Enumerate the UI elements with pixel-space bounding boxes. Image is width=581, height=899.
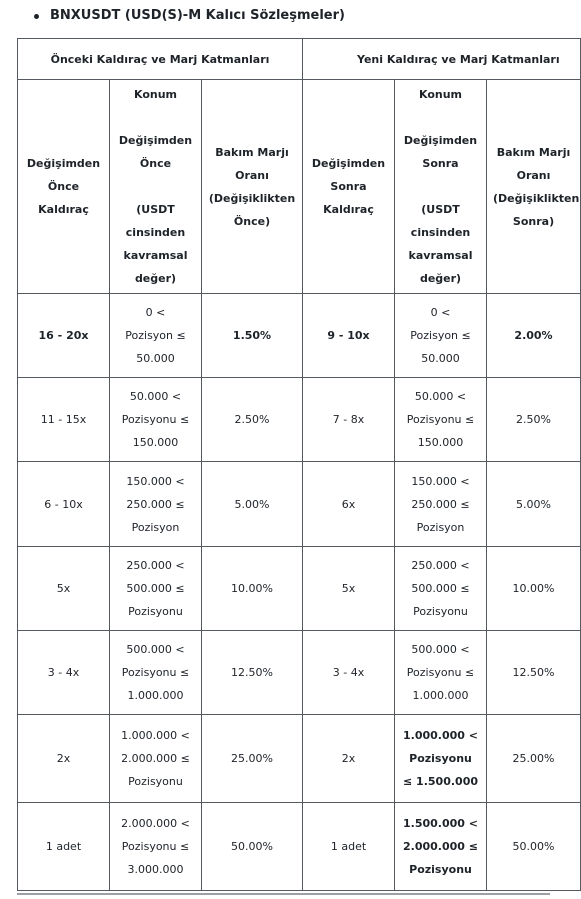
table-row	[18, 715, 581, 803]
new-tiers-header: Yeni Kaldıraç ve Marj Katmanları	[303, 39, 581, 80]
cell-line: Kaldıraç	[38, 203, 89, 216]
col-position-before-cell	[110, 803, 202, 891]
cell-line: 150.000 <	[126, 474, 185, 488]
cell-line: Pozisyonu	[413, 605, 468, 618]
col-mmr-before-cell: 2.50%	[202, 378, 303, 462]
cell-line: 50.000 <	[129, 390, 182, 403]
cell-line: Sonra	[422, 157, 459, 170]
cell-line: 250.000 ≤	[126, 497, 185, 511]
cell-line: Konum	[133, 88, 177, 101]
cell-line: Pozisyon ≤	[125, 329, 186, 342]
cell-line: kavramsal	[123, 249, 188, 262]
cell-line: Pozisyon ≤	[410, 329, 471, 342]
table-row	[18, 803, 581, 891]
col-mmr-before-cell: 25.00%	[202, 715, 303, 803]
cell-line: 2.000.000 ≤	[121, 752, 190, 765]
cell-line: 0 <	[145, 306, 166, 319]
cell-line: 50.000	[421, 352, 460, 365]
previous-tiers-header: Önceki Kaldıraç ve Marj Katmanları	[18, 39, 303, 80]
col-leverage-after-header	[303, 80, 395, 294]
table-bottom-rule	[17, 893, 550, 895]
cell-line: 1.000.000	[127, 689, 184, 702]
cell-line: 150.000	[417, 436, 464, 449]
col-mmr-before-cell: 10.00%	[202, 547, 303, 631]
col-position-after-header	[395, 80, 487, 294]
col-position-after-cell	[395, 803, 487, 891]
cell-line: Kaldıraç	[323, 203, 374, 216]
cell-line	[116, 106, 195, 129]
cell-line: Pozisyonu ≤	[121, 666, 190, 679]
col-leverage-before-header	[18, 80, 110, 294]
cell-line: Sonra	[330, 180, 367, 193]
cell-line: 2.000.000 ≤	[403, 840, 478, 853]
col-mmr-after-cell: 2.00%	[487, 294, 581, 378]
col-mmr-after-header	[487, 80, 581, 294]
col-position-after-cell	[395, 462, 487, 547]
cell-line: (USDT	[421, 203, 460, 216]
cell-line: Oranı	[516, 168, 551, 182]
col-position-before-cell	[110, 631, 202, 715]
col-position-before-cell	[110, 378, 202, 462]
cell-line: cinsinden	[125, 226, 186, 239]
col-mmr-before-cell: 1.50%	[202, 294, 303, 378]
cell-line: 0 <	[430, 306, 451, 319]
cell-line: 250.000 <	[411, 559, 470, 572]
col-leverage-after-cell: 1 adet	[303, 803, 395, 891]
cell-line	[401, 175, 480, 198]
cell-line: Oranı	[235, 168, 269, 182]
col-position-after-cell	[395, 378, 487, 462]
cell-line: Önce	[139, 157, 172, 170]
cell-line: Değişimden	[403, 134, 478, 147]
col-leverage-before-cell: 3 - 4x	[18, 631, 110, 715]
column-header-row	[18, 80, 581, 294]
leverage-margin-table	[17, 38, 581, 891]
cell-line: 1.000.000 <	[121, 729, 190, 742]
cell-line: Pozisyonu	[128, 775, 183, 788]
cell-line: 50.000 <	[414, 390, 467, 403]
col-position-after-cell	[395, 294, 487, 378]
col-mmr-after-cell: 12.50%	[487, 631, 581, 715]
cell-line: Değişimden	[26, 157, 101, 170]
cell-line: Sonra)	[512, 214, 555, 228]
col-mmr-before-cell: 12.50%	[202, 631, 303, 715]
cell-line: Pozisyonu ≤	[406, 666, 475, 679]
cell-line: Pozisyon	[416, 520, 465, 534]
cell-line: 1.000.000	[412, 689, 469, 702]
cell-line: 250.000 <	[126, 559, 185, 572]
cell-line: cinsinden	[410, 226, 471, 239]
cell-line: Pozisyonu ≤	[121, 413, 190, 426]
col-mmr-after-cell: 2.50%	[487, 378, 581, 462]
col-position-before-header	[110, 80, 202, 294]
col-leverage-after-cell: 3 - 4x	[303, 631, 395, 715]
group-header-row	[18, 39, 581, 80]
col-mmr-after-cell: 10.00%	[487, 547, 581, 631]
col-mmr-after-cell: 50.00%	[487, 803, 581, 891]
cell-line: Konum	[419, 88, 463, 101]
cell-line: ≤ 1.500.000	[403, 775, 478, 788]
col-position-before-cell	[110, 462, 202, 547]
cell-line: 500.000 <	[126, 643, 185, 656]
col-leverage-before-cell: 2x	[18, 715, 110, 803]
leverage-table-container[interactable]	[17, 38, 580, 895]
table-row	[18, 462, 581, 547]
cell-line: Önce	[47, 180, 80, 193]
col-leverage-after-cell: 5x	[303, 547, 395, 631]
cell-line: Değişimden	[311, 157, 386, 170]
col-leverage-before-cell: 6 - 10x	[18, 462, 110, 547]
cell-line: 500.000 ≤	[126, 582, 185, 595]
table-row	[18, 547, 581, 631]
col-leverage-after-cell: 7 - 8x	[303, 378, 395, 462]
table-row	[18, 378, 581, 462]
col-leverage-before-cell: 1 adet	[18, 803, 110, 891]
col-position-after-cell	[395, 715, 487, 803]
cell-line: 500.000 ≤	[411, 582, 470, 595]
cell-line: 1.000.000 <	[403, 729, 478, 742]
cell-line: değer)	[419, 272, 462, 285]
col-position-before-cell	[110, 715, 202, 803]
cell-line: 50.000	[136, 352, 175, 365]
bullet-icon	[34, 14, 39, 19]
col-leverage-before-cell: 5x	[18, 547, 110, 631]
col-mmr-before-cell: 5.00%	[202, 462, 303, 547]
cell-line: Pozisyonu	[409, 863, 472, 876]
col-mmr-before-header	[202, 80, 303, 294]
cell-line: Pozisyonu	[409, 752, 472, 765]
cell-line	[401, 106, 480, 129]
cell-line: Pozisyonu ≤	[121, 840, 190, 853]
cell-line: Önce)	[233, 214, 271, 228]
table-row	[18, 294, 581, 378]
cell-line: 150.000 <	[411, 474, 470, 488]
cell-line: Değişimden	[118, 134, 193, 147]
col-position-after-cell	[395, 631, 487, 715]
col-leverage-after-cell: 9 - 10x	[303, 294, 395, 378]
col-leverage-before-cell: 16 - 20x	[18, 294, 110, 378]
cell-line: 1.500.000 <	[403, 817, 478, 830]
cell-line: 500.000 <	[411, 643, 470, 656]
col-leverage-after-cell: 2x	[303, 715, 395, 803]
table-body	[18, 294, 581, 891]
cell-line: Bakım Marjı	[215, 145, 289, 159]
cell-line: (USDT	[136, 203, 175, 216]
cell-line	[116, 175, 195, 198]
col-mmr-after-cell: 5.00%	[487, 462, 581, 547]
cell-line: Pozisyon	[131, 520, 180, 534]
col-position-after-cell	[395, 547, 487, 631]
cell-line: 3.000.000	[127, 863, 184, 876]
cell-line: Pozisyonu ≤	[406, 413, 475, 426]
cell-line: kavramsal	[408, 249, 473, 262]
cell-line: (Değişiklikten	[208, 191, 296, 205]
cell-line: 250.000 ≤	[411, 497, 470, 511]
cell-line: (Değişiklikten	[493, 191, 580, 205]
col-leverage-before-cell: 11 - 15x	[18, 378, 110, 462]
section-heading: BNXUSDT (USD(S)-M Kalıcı Sözleşmeler)	[50, 8, 345, 23]
col-position-before-cell	[110, 294, 202, 378]
cell-line: 150.000	[132, 436, 179, 449]
table-row	[18, 631, 581, 715]
cell-line: Pozisyonu	[128, 605, 183, 618]
col-leverage-after-cell: 6x	[303, 462, 395, 547]
cell-line: değer)	[134, 272, 177, 285]
col-mmr-after-cell: 25.00%	[487, 715, 581, 803]
col-mmr-before-cell: 50.00%	[202, 803, 303, 891]
col-position-before-cell	[110, 547, 202, 631]
cell-line: Bakım Marjı	[496, 145, 571, 159]
cell-line: 2.000.000 <	[121, 817, 190, 830]
